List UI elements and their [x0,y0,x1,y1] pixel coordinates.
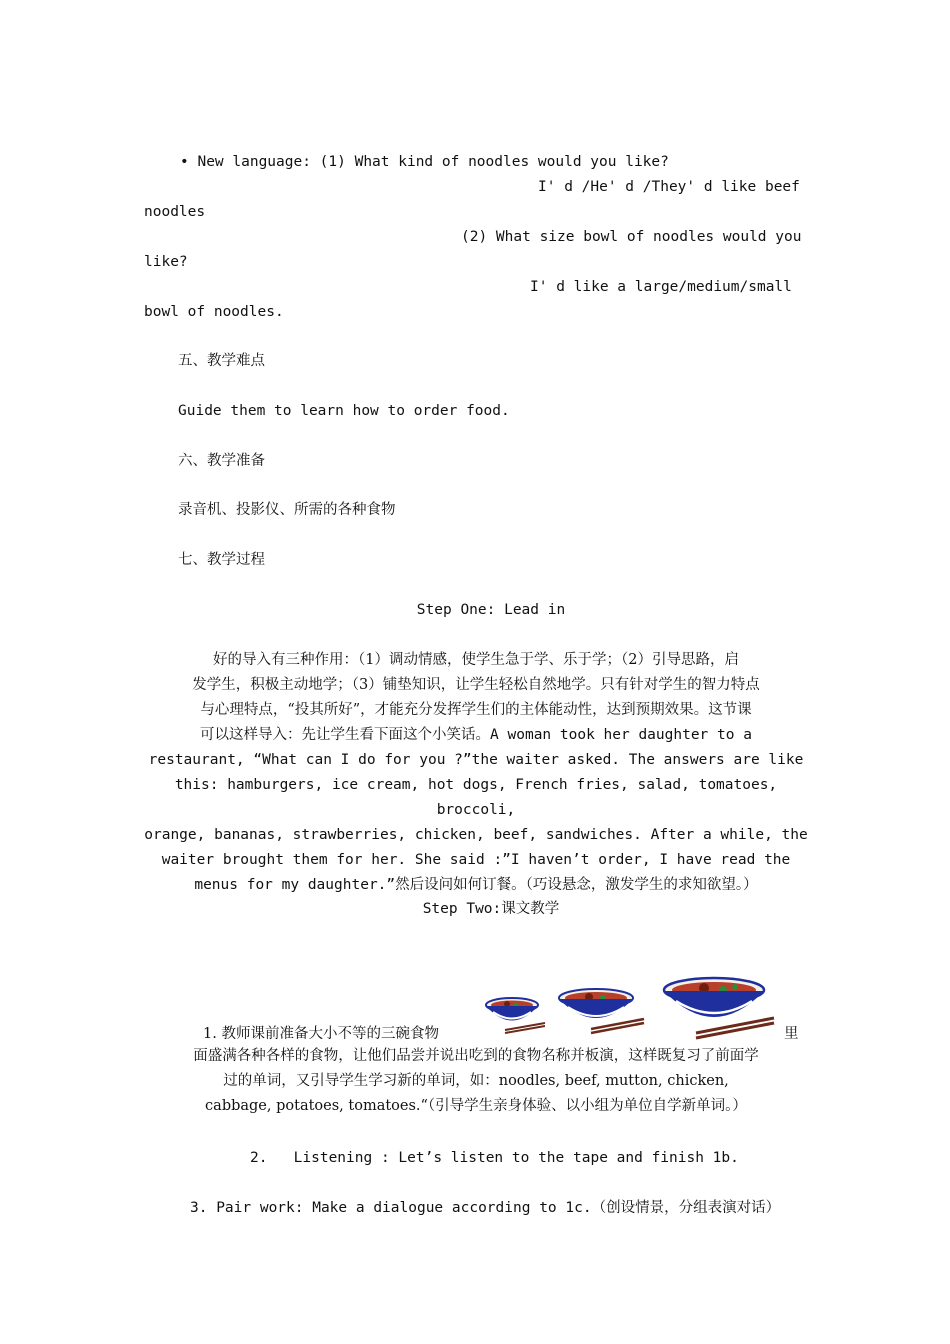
step-one-paragraph [144,648,808,898]
step-two-title: Step Two:课文教学 [422,901,560,917]
section-7-heading: 七、教学过程 [178,552,265,568]
step-one-line-4: 可以这样导入：先让学生看下面这个小笑话。A woman took her daughter to a [200,727,752,743]
new-language-line-4: (2) What size bowl of noodles would you [461,229,802,245]
step-two-item-3: 3. Pair work: Make a dialogue according to 1c.（创设情景，分组表演对话） [190,1200,781,1216]
step-two-item-1-start: 1. 教师课前准备大小不等的三碗食物 [203,1026,439,1042]
step-two-item-1-paragraph [144,1044,808,1119]
step-one-line-9: menus for my daughter.”然后设问如何订餐。（巧设悬念，激发学生的求知欲望。） [194,877,758,893]
new-language-line-5: like? [144,254,188,270]
step-two-item-1-line-4: cabbage, potatoes, tomatoes.“（引导学生亲身体验、以小组为单位自学新单词。） [205,1098,747,1114]
step-one-line-5: restaurant, “What can I do for you ?”the waiter asked. The answers are like [148,752,804,768]
step-one-line-6: this: hamburgers, ice cream, hot dogs, French fries, salad, tomatoes, broccoli, [174,777,778,818]
step-one-title: Step One: Lead in [416,602,566,618]
step-one-line-8: waiter brought them for her. She said :”I haven’t order, I have read the [161,852,791,868]
new-language-line-7: bowl of noodles. [144,304,284,320]
new-language-line-2: I' d /He' d /They' d like beef [538,179,800,195]
step-two-item-1-end: 里 [784,1026,799,1042]
step-one-line-7: orange, bananas, strawberries, chicken, beef, sandwiches. After a while, the [144,827,808,843]
step-one-line-1: 好的导入有三种作用：（1）调动情感，使学生急于学、乐于学；（2）引导思路，启 [213,652,739,668]
step-two-item-1-line-2: 面盛满各种各样的食物，让他们品尝并说出吃到的食物名称并板演，这样既复习了前面学 [193,1048,759,1064]
section-6-heading: 六、教学准备 [178,453,265,469]
step-one-line-3: 与心理特点，“投其所好”，才能充分发挥学生们的主体能动性，达到预期效果。这节课 [200,702,752,718]
new-language-line-3: noodles [144,204,206,220]
small-noodle-bowl-icon [483,995,547,1037]
new-language-line-6: I' d like a large/medium/small [530,279,792,295]
step-two-item-1-line-3: 过的单词，又引导学生学习新的单词，如：noodles, beef, mutton, chicken, [223,1073,729,1089]
step-one-line-2: 发学生，积极主动地学；（3）铺垫知识，让学生轻松自然地学。只有针对学生的智力特点 [192,677,760,693]
new-language-line-1: • New language: (1) What kind of noodles would you like? [180,154,669,170]
section-5-heading: 五、教学难点 [178,353,265,369]
section-6-body: 录音机、投影仪、所需的各种食物 [178,502,396,518]
section-5-body: Guide them to learn how to order food. [178,403,510,419]
large-noodle-bowl-icon [660,973,778,1041]
medium-noodle-bowl-icon [556,985,646,1037]
step-two-item-2: 2. Listening : Let’s listen to the tape and finish 1b. [250,1150,739,1166]
